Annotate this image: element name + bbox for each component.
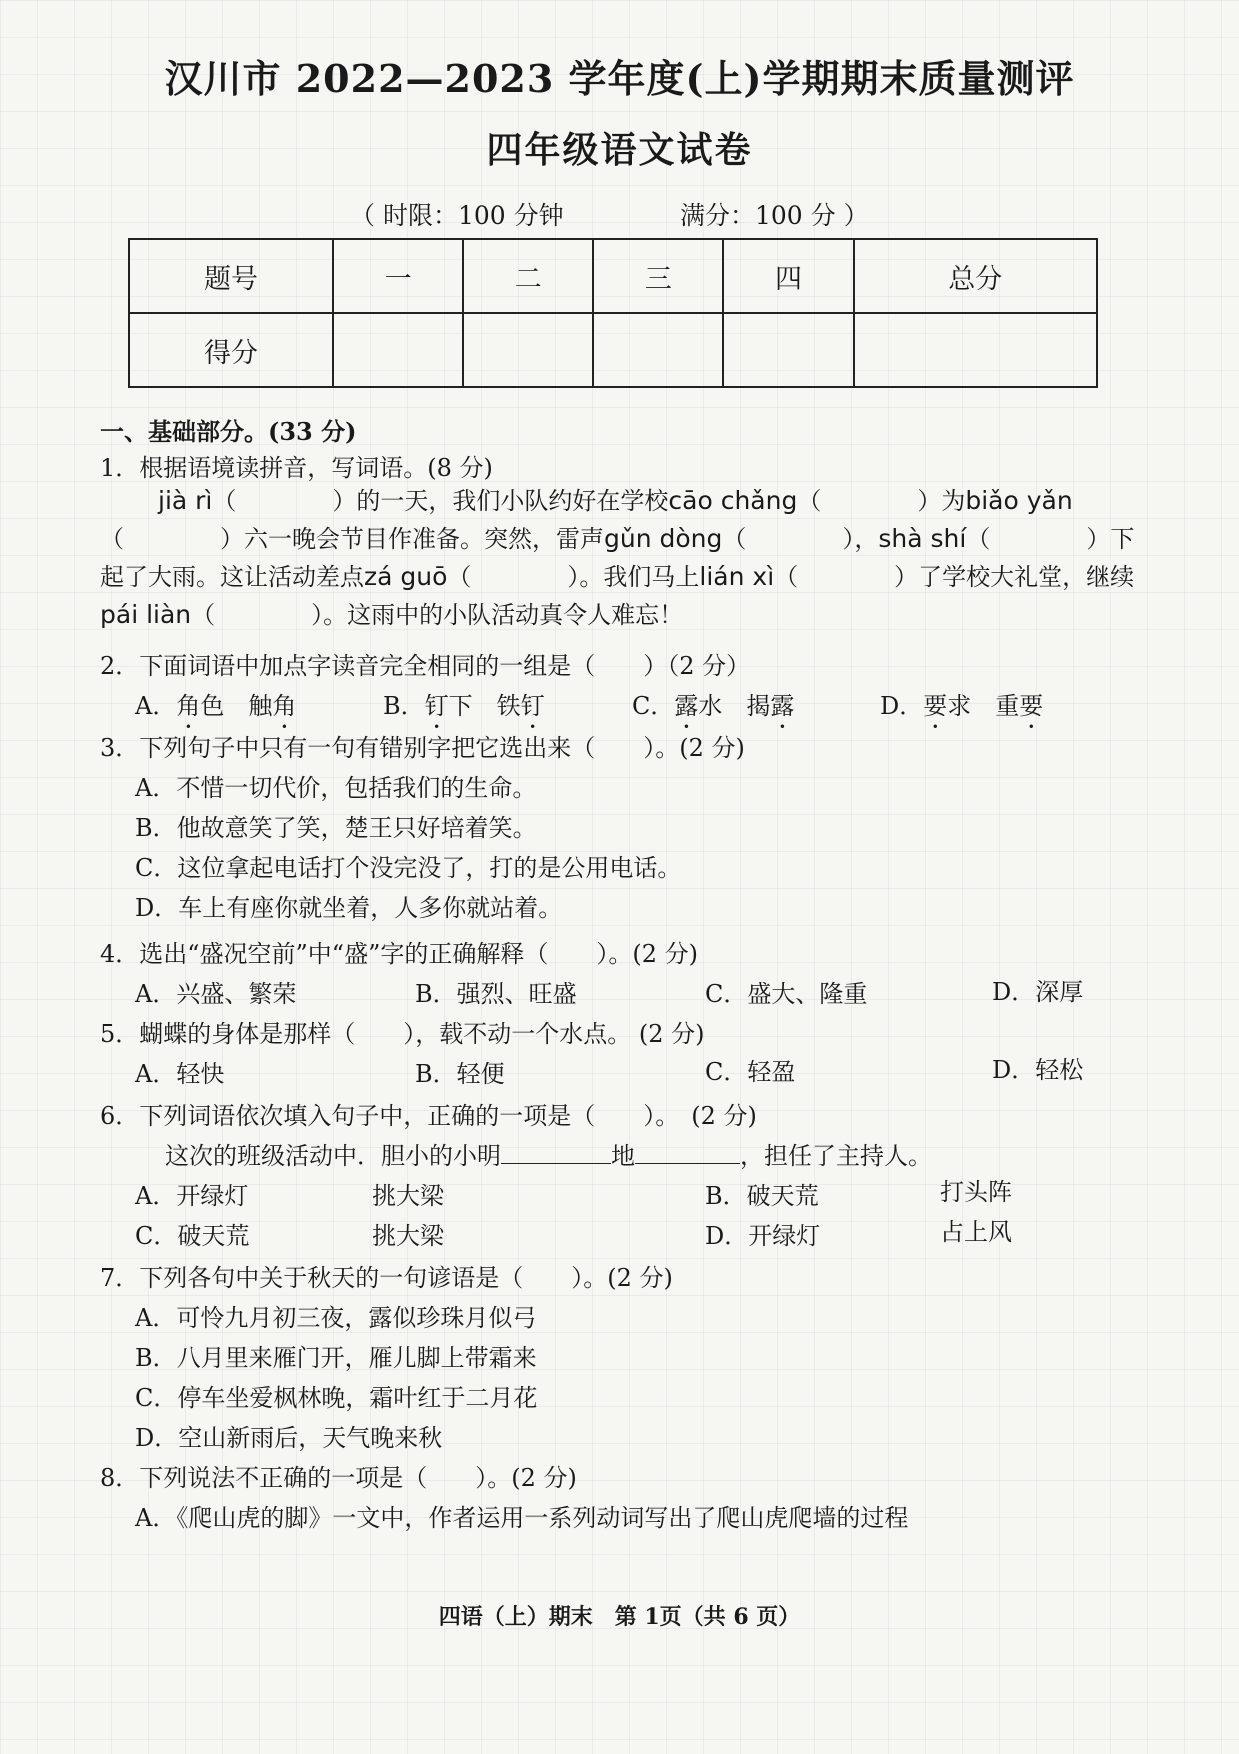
score-table: [128, 238, 1098, 388]
dotted-char: 露: [770, 692, 795, 720]
option-label: D．: [880, 692, 924, 720]
question-7-stem: 7．下列各句中关于秋天的一句谚语是（ ）。(2 分): [100, 1264, 673, 1292]
question-4-option-d: D．深厚: [992, 978, 1084, 1006]
question-5-stem: 5．蝴蝶的身体是那样（ ），载不动一个水点。 (2 分): [100, 1020, 705, 1048]
question-6-option-d-word2: 占上风: [940, 1218, 1012, 1246]
question-3-stem: 3．下列句子中只有一句有错别字把它选出来（ ）。(2 分): [100, 734, 745, 762]
score-table-cell: 一: [333, 239, 463, 313]
score-input-cell[interactable]: [463, 313, 593, 387]
question-2-option-c: [632, 686, 794, 734]
score-table-cell: 二: [463, 239, 593, 313]
exam-subtitle: 四年级语文试卷: [486, 129, 753, 171]
question-4-option-c: C．盛大、隆重: [705, 980, 868, 1008]
question-5-option-c: C．轻盈: [705, 1058, 796, 1086]
question-5-option-d: D．轻松: [992, 1056, 1084, 1084]
answer-blank[interactable]: [501, 1141, 611, 1164]
question-8-stem: 8．下列说法不正确的一项是（ ）。(2 分): [100, 1464, 577, 1492]
option-char: 求: [947, 692, 972, 720]
dotted-char: 钉: [520, 692, 545, 720]
passage-text: （ ）。我们马上: [447, 563, 700, 591]
question-3-option-b: B．他故意笑了笑，楚王只好培着笑。: [135, 814, 537, 842]
sentence-text: ，担任了主持人。: [740, 1142, 932, 1170]
score-input-cell[interactable]: [723, 313, 853, 387]
question-4-stem: 4．选出“盛况空前”中“盛”字的正确解释（ ）。(2 分): [100, 940, 698, 968]
question-1-stem: 1．根据语境读拼音，写词语。(8 分): [100, 454, 493, 482]
question-6-stem: 6．下列词语依次填入句子中，正确的一项是（ ）。 (2 分): [100, 1102, 757, 1130]
question-6-option-b: B．破天荒: [705, 1182, 819, 1210]
pinyin: shà shí: [878, 524, 967, 553]
pinyin: lián xì: [699, 562, 775, 591]
question-6-option-c: C．破天荒: [135, 1222, 250, 1250]
pinyin: pái liàn: [100, 600, 192, 629]
full-score: 满分：100 分 ）: [680, 201, 869, 230]
exam-title: 汉川市 2022—2023 学年度(上)学期期末质量测评: [164, 56, 1075, 101]
question-3-option-d: D．车上有座你就坐着，人多你就站着。: [135, 894, 563, 922]
question-7-option-d: D．空山新雨后，天气晚来秋: [135, 1424, 443, 1452]
option-char: 重: [995, 692, 1020, 720]
score-table-header-row: [129, 239, 1097, 313]
option-char: 触: [248, 692, 273, 720]
question-1-passage: [100, 482, 1140, 634]
question-7-option-a: A．可怜九月初三夜，露似珍珠月似弓: [135, 1304, 537, 1332]
pinyin: zá guō: [364, 562, 448, 591]
time-limit: （ 时限：100 分钟: [350, 201, 564, 230]
score-table-cell: 四: [723, 239, 853, 313]
answer-blank[interactable]: [635, 1141, 740, 1164]
question-2-option-d: [880, 686, 1043, 734]
question-5-option-b: B．轻便: [415, 1060, 505, 1088]
question-2-stem: 2．下面词语中加点字读音完全相同的一组是（ ）（2 分）: [100, 652, 751, 680]
question-2-option-b: [383, 686, 545, 734]
dotted-char: 要: [1019, 692, 1044, 720]
question-3-option-c: C．这位拿起电话打个没完没了，打的是公用电话。: [135, 854, 682, 882]
question-4-option-a: A．兴盛、繁荣: [135, 980, 297, 1008]
score-input-cell[interactable]: [333, 313, 463, 387]
score-table-cell: 题号: [129, 239, 333, 313]
question-6-option-a-word2: 挑大梁: [372, 1182, 444, 1210]
score-table-cell: 得分: [129, 313, 333, 387]
pinyin: jià rì: [158, 486, 213, 515]
option-label: C．: [632, 692, 675, 720]
score-table-cell: 总分: [854, 239, 1098, 313]
question-7-option-b: B．八月里来雁门开，雁儿脚上带霜来: [135, 1344, 537, 1372]
dotted-char: 角: [176, 692, 201, 720]
score-input-cell[interactable]: [593, 313, 723, 387]
pinyin: biǎo yǎn: [965, 486, 1073, 515]
score-table-cell: 三: [593, 239, 723, 313]
sentence-text: 这次的班级活动中．胆小的小明: [165, 1142, 501, 1170]
question-4-option-b: B．强烈、旺盛: [415, 980, 577, 1008]
passage-text: （ ）。这雨中的小队活动真令人难忘！: [191, 601, 684, 629]
score-input-cell[interactable]: [854, 313, 1098, 387]
question-6-option-b-word2: 打头阵: [940, 1178, 1012, 1206]
option-char: 揭: [746, 692, 771, 720]
passage-text: （ ）下起了大雨。这让活动差点: [100, 525, 1135, 591]
question-7-option-c: C．停车坐爱枫林晚，霜叶红于二月花: [135, 1384, 538, 1412]
question-6-option-d: D．开绿灯: [705, 1222, 821, 1250]
option-label: B．: [383, 692, 425, 720]
pinyin: gǔn dòng: [604, 524, 723, 553]
sentence-text: 地: [611, 1142, 635, 1170]
option-char: 色: [200, 692, 225, 720]
passage-text: （ ）了学校大礼堂，继续: [774, 563, 1135, 591]
passage-text: （ ）的一天，我们小队约好在学校: [212, 487, 669, 515]
option-label: A．: [135, 692, 177, 720]
section-heading: 一、基础部分。(33 分): [100, 417, 357, 446]
option-char: 铁: [496, 692, 521, 720]
question-6-sentence: [165, 1136, 932, 1171]
option-char: 下: [448, 692, 473, 720]
question-6-option-c-word2: 挑大梁: [372, 1222, 444, 1250]
page-footer: 四语（上）期末 第 1页（共 6 页）: [438, 1604, 801, 1630]
passage-text: （ ），: [722, 525, 879, 553]
question-2-option-a: [135, 686, 296, 734]
question-5-option-a: A．轻快: [135, 1060, 225, 1088]
passage-text: （ ）六一晚会节目作准备。突然，雷声: [100, 525, 604, 553]
dotted-char: 要: [923, 692, 948, 720]
dotted-char: 角: [272, 692, 297, 720]
question-8-option-a: A．《爬山虎的脚》一文中，作者运用一系列动词写出了爬山虎爬墙的过程: [135, 1504, 909, 1532]
option-char: 水: [698, 692, 723, 720]
question-3-option-a: A．不惜一切代价，包括我们的生命。: [135, 774, 537, 802]
pinyin: cāo chǎng: [668, 486, 798, 515]
dotted-char: 露: [674, 692, 699, 720]
score-table-score-row: [129, 313, 1097, 387]
question-6-option-a: A．开绿灯: [135, 1182, 249, 1210]
dotted-char: 钉: [424, 692, 449, 720]
passage-text: （ ）为: [797, 487, 966, 515]
